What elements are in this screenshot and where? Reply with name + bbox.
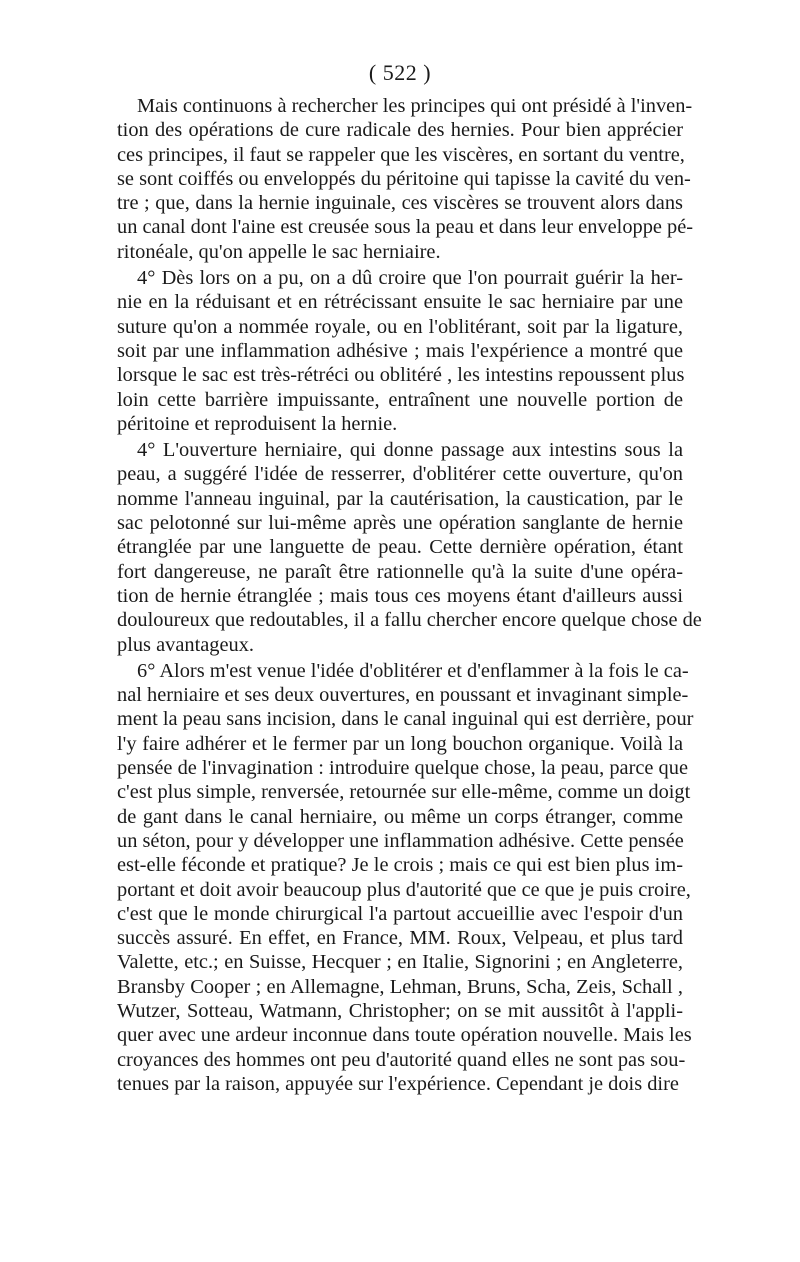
text-line: Mais continuons à rechercher les principes qui ont présidé à l'inven- [137, 95, 693, 117]
paragraph [117, 94, 694, 264]
text-line: de gant dans le canal herniaire, ou même un corps étranger, comme [117, 805, 683, 828]
paragraph [117, 659, 694, 1096]
text-line: fort dangereuse, ne paraît être rationnelle qu'à la suite d'une opéra- [117, 560, 683, 583]
text-line: c'est que le monde chirurgical l'a partout accueillie avec l'espoir d'un [117, 902, 683, 925]
text-line: croyances des hommes ont peu d'autorité quand elles ne sont pas sou- [117, 1048, 686, 1071]
text-line: nie en la réduisant et en rétrécissant ensuite le sac herniaire par une [117, 291, 683, 314]
text-line: tenues par la raison, appuyée sur l'expérience. Cependant je dois dire [117, 1072, 679, 1095]
text-line: est-elle féconde et pratique? Je le crois ; mais ce qui est bien plus im- [117, 854, 683, 877]
text-line: ces principes, il faut se rappeler que les viscères, en sortant du ventre, [117, 143, 685, 166]
text-line: Wutzer, Sotteau, Watmann, Christopher; on se mit aussitôt à l'appli- [117, 999, 683, 1022]
text-line: 4° Dès lors on a pu, on a dû croire que l'on pourrait guérir la her- [137, 267, 683, 290]
text-line: 4° L'ouverture herniaire, qui donne passage aux intestins sous la [137, 439, 683, 462]
text-line: soit par une inflammation adhésive ; mais l'expérience a montré que [117, 339, 683, 362]
text-line: ritonéale, qu'on appelle le sac herniaire. [117, 240, 441, 263]
text-line: suture qu'on a nommée royale, ou en l'oblitérant, soit par la ligature, [117, 315, 683, 338]
text-line: c'est plus simple, renversée, retournée sur elle-même, comme un doigt [117, 781, 691, 804]
text-line: succès assuré. En effet, en France, MM. Roux, Velpeau, et plus tard [117, 927, 683, 950]
text-line: portant et doit avoir beaucoup plus d'autorité que ce que je puis croire, [117, 878, 691, 901]
text-line: pensée de l'invagination : introduire quelque chose, la peau, parce que [117, 757, 688, 780]
page-number: ( 522 ) [368, 60, 432, 85]
text-line: nal herniaire et ses deux ouvertures, en poussant et invaginant simple- [117, 684, 689, 707]
text-line: Bransby Cooper ; en Allemagne, Lehman, Bruns, Scha, Zeis, Schall , [117, 975, 683, 998]
paragraph [117, 438, 702, 657]
text-line: nomme l'anneau inguinal, par la cautérisation, la caustication, par le [117, 487, 683, 510]
text-line: douloureux que redoutables, il a fallu chercher encore quelque chose de [117, 609, 702, 632]
text-line: peau, a suggéré l'idée de resserrer, d'oblitérer cette ouverture, qu'on [117, 463, 683, 486]
text-line: plus avantageux. [117, 633, 255, 656]
text-line: tion de hernie étranglée ; mais tous ces moyens étant d'ailleurs aussi [117, 584, 683, 607]
text-line: ment la peau sans incision, dans le canal inguinal qui est derrière, pour [117, 708, 694, 731]
text-line: étranglée par une languette de peau. Cette dernière opération, étant [117, 536, 683, 559]
text-line: un séton, pour y développer une inflammation adhésive. Cette pensée [117, 829, 684, 852]
text-line: tion des opérations de cure radicale des hernies. Pour bien apprécier [117, 119, 683, 142]
text-line: lorsque le sac est très-rétréci ou oblitéré , les intestins repoussent plus [117, 364, 685, 387]
paragraph [117, 266, 683, 436]
text-line: quer avec une ardeur inconnue dans toute opération nouvelle. Mais les [117, 1024, 692, 1047]
text-line: 6° Alors m'est venue l'idée d'oblitérer et d'enflammer à la fois le ca- [137, 659, 689, 682]
text-line: tre ; que, dans la hernie inguinale, ces viscères se trouvent alors dans [117, 192, 683, 215]
text-line: se sont coiffés ou enveloppés du péritoine qui tapisse la cavité du ven- [117, 167, 691, 190]
text-line: Valette, etc.; en Suisse, Hecquer ; en Italie, Signorini ; en Angleterre, [117, 951, 683, 974]
body-text [117, 94, 702, 1096]
text-line: un canal dont l'aine est creusée sous la peau et dans leur enveloppe pé- [117, 216, 694, 239]
text-line: loin cette barrière impuissante, entraînent une nouvelle portion de [117, 388, 683, 411]
text-line: l'y faire adhérer et le fermer par un long bouchon organique. Voilà la [117, 732, 683, 755]
text-line: péritoine et reproduisent la hernie. [117, 412, 398, 435]
text-line: sac pelotonné sur lui-même après une opération sanglante de hernie [117, 512, 683, 535]
book-page [117, 58, 702, 1096]
